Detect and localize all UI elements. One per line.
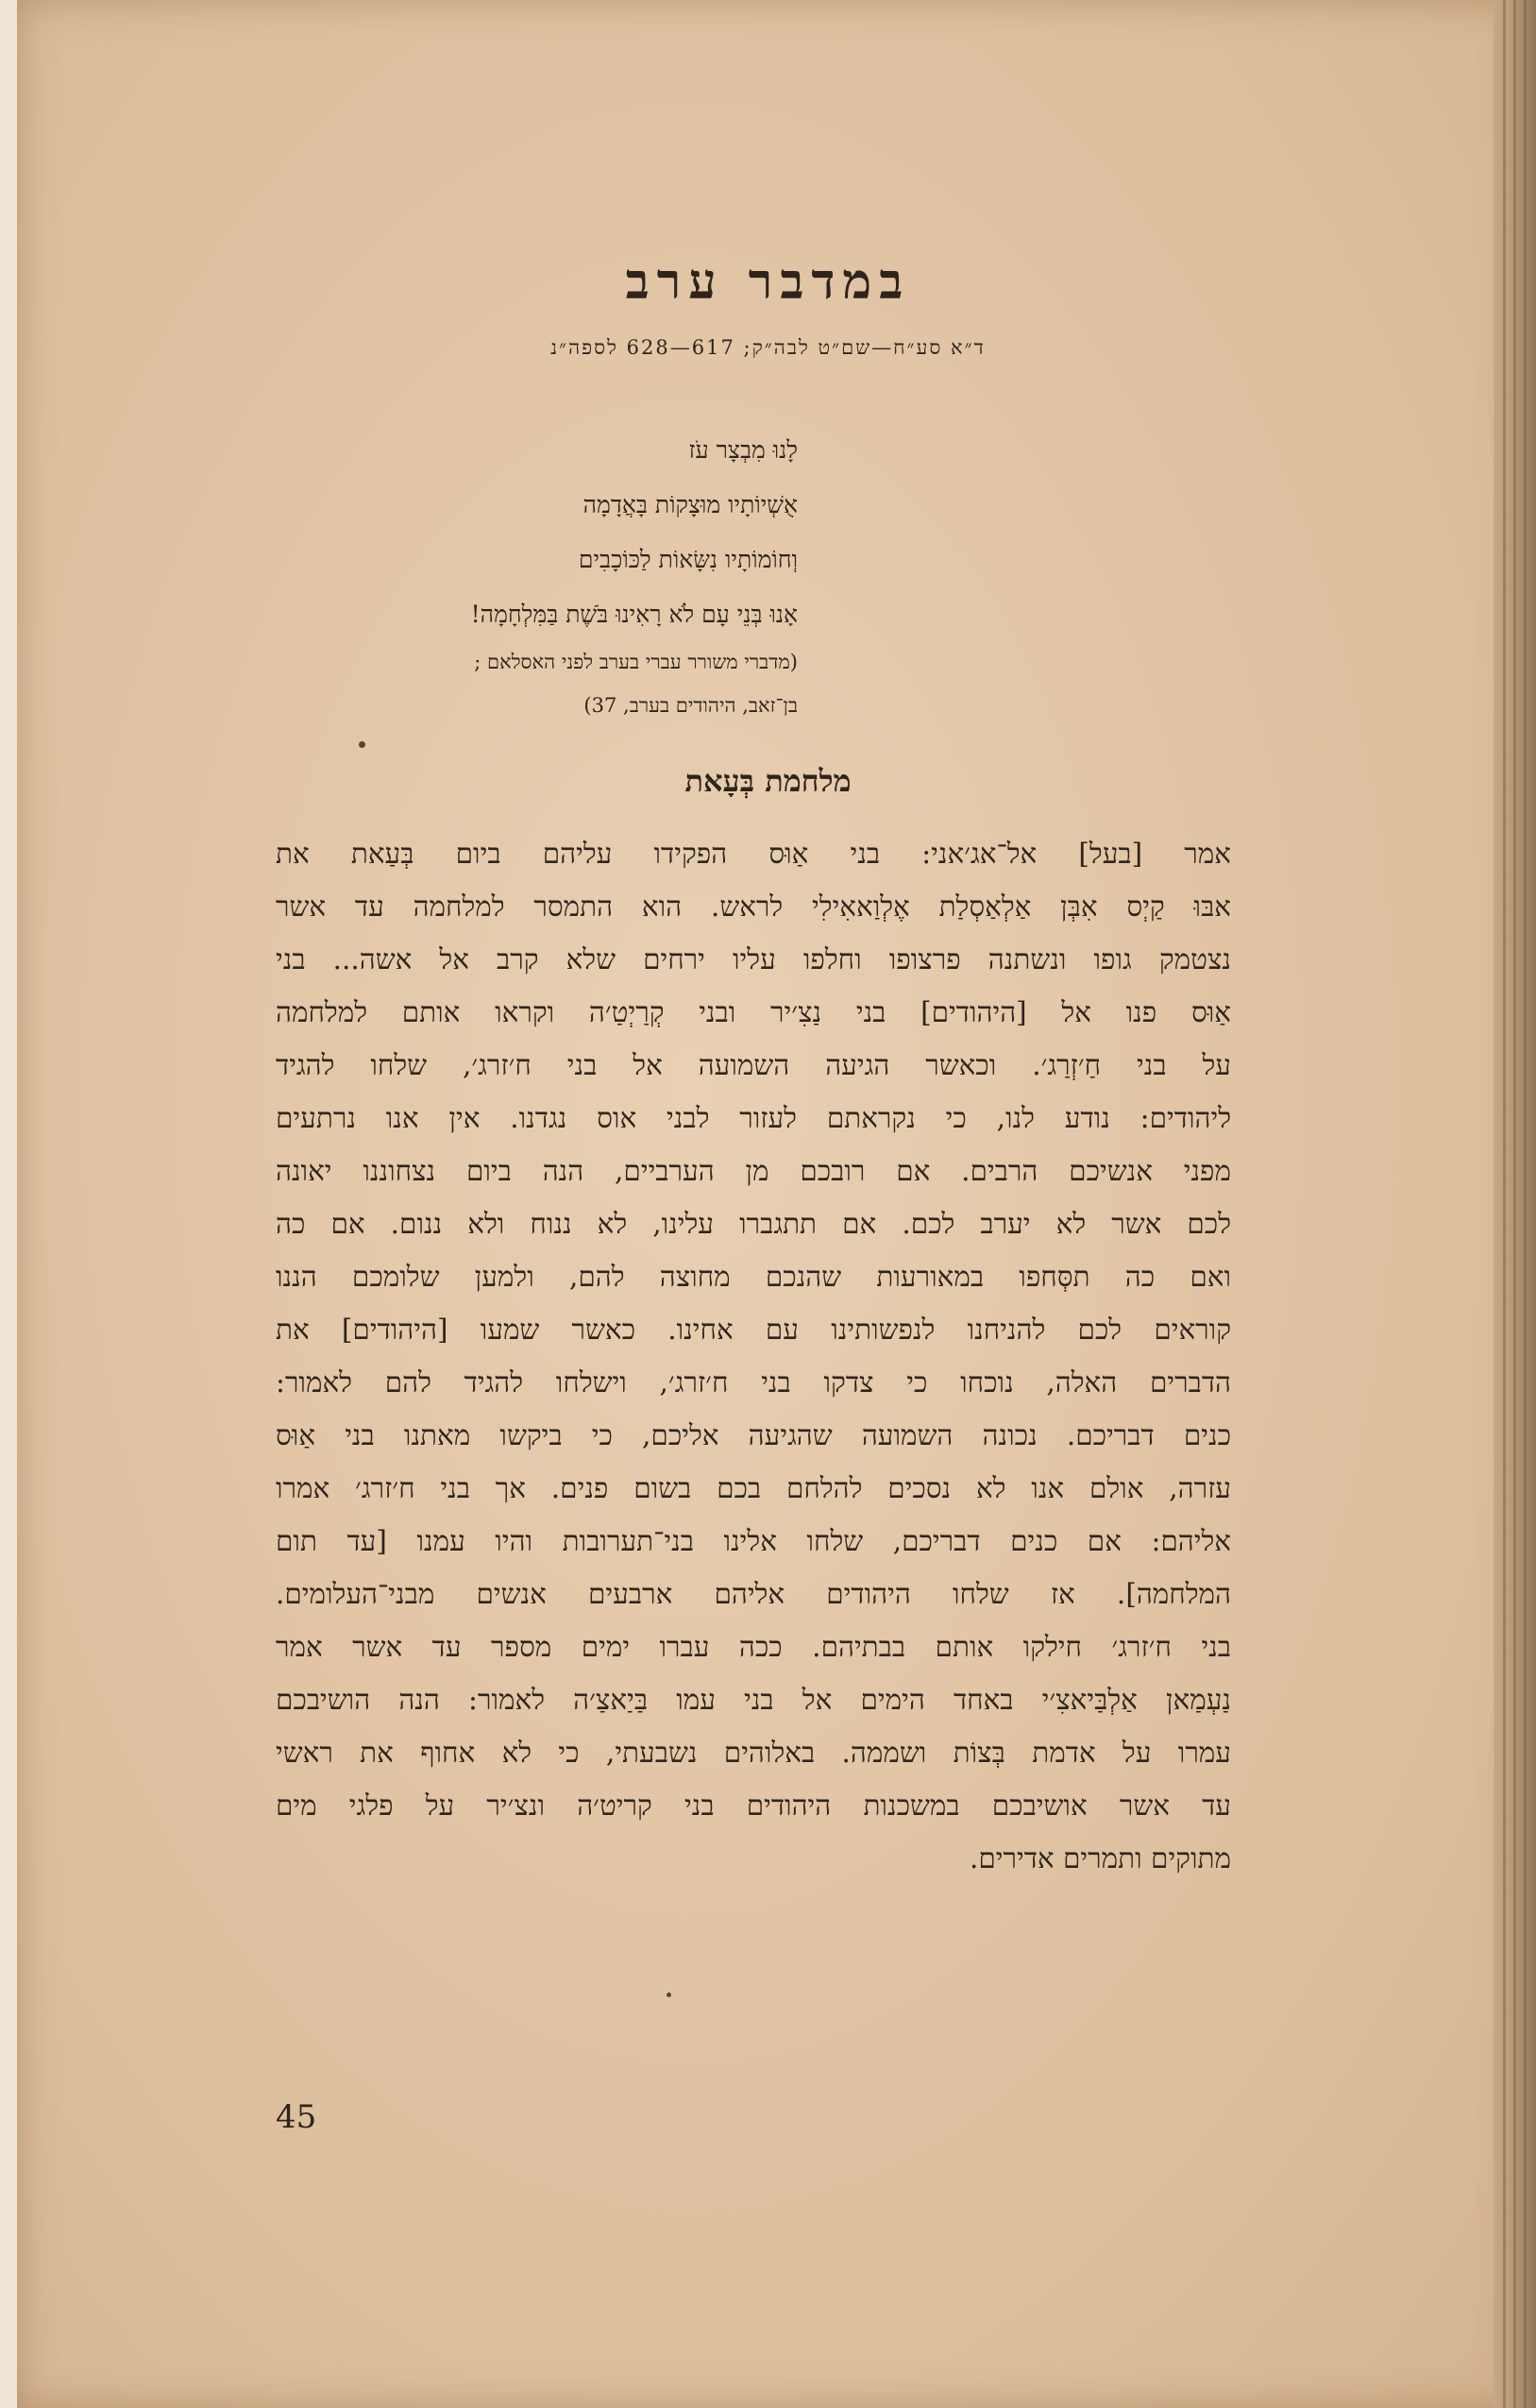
body-line: עמרו על אדמת בְּצוֹת ושממה. באלוהים נשבעתי, כי לא אחוף את ראשי (276, 1737, 1231, 1769)
body-line: המלחמה]. אז שלחו היהודים אליהם ארבעים אנשים מבני־העלומים. (276, 1578, 1231, 1610)
poem-attribution (453, 640, 798, 727)
source-reference: ד״א סע״ח—שם״ט לבה״ק; 617—628 לספה״נ (550, 336, 986, 359)
body-line: על בני חַ׳זְרַג׳. וכאשר הגיעה השמועה אל בני ח׳זרג׳, שלחו להגיד (276, 1049, 1231, 1081)
body-line: מתוקים ותמרים אדירים. (969, 1842, 1231, 1874)
page-edge-line (1524, 0, 1527, 2408)
poem-line: וְחוֹמוֹתָיו נִשָּׂאוֹת לַכּוֹכָבִים (578, 546, 798, 573)
body-line: עזרה, אולם אנו לא נסכים להלחם בכם בשום פנים. אך בני ח׳זרג׳ אמרו (276, 1472, 1231, 1504)
poem-line: לָנוּ מִבְצָר עֹז (688, 436, 798, 464)
body-line: אליהם: אם כנים דבריכם, שלחו אלינו בני־תערובות והיו עמנו [עד תום (276, 1525, 1231, 1557)
poem-epigraph (453, 423, 798, 642)
ink-speck (359, 741, 365, 748)
page-edge-line (1513, 0, 1516, 2408)
poem-line: אָנוּ בְּנֵי עָם לֹא רָאִינוּ בֹּשֶׁת בַּמִּלְחָמָה! (470, 601, 798, 628)
ink-speck (667, 1993, 671, 1997)
body-line: נצטמק גופו ונשתנה פרצופו וחלפו עליו ירחים שלא קרב אל אשה... בני (276, 943, 1231, 975)
page-edge-line (1503, 0, 1506, 2408)
page-number: 45 (276, 2098, 317, 2136)
body-line: אבּוּ קַיְס אִבְּן אַלְאַסְלַת אֶלְוַאאִילִי לראש. הוא התמסר למלחמה עד אשר (276, 890, 1231, 923)
attribution-line: בן־זאב, היהודים בערב, 37) (583, 694, 798, 717)
body-text (276, 827, 1231, 1885)
body-line: אַוּס פנו אל [היהודים] בני נַצִ׳יר ובני קְרַיְטַ׳ה וקראו אותם למלחמה (276, 996, 1231, 1028)
poem-line: אֻשְׁיוֹתָיו מוּצָקוֹת בָּאֲדָמָה (582, 491, 798, 518)
body-line: ואם כה תסְּחפו במאורעות שהנכם מחוצה להם, ולמען שלומכם הננו (276, 1261, 1231, 1293)
body-line: הדברים האלה, נוכחו כי צדקו בני ח׳זרג׳, וישלחו להגיד להם לאמור: (276, 1366, 1231, 1399)
body-line: עד אשר אושיבכם במשכנות היהודים בני קריט׳ה ונצ׳יר על פלגי מים (276, 1789, 1231, 1822)
body-line: מפני אנשיכם הרבים. אם רובכם מן הערביים, הנה ביום נצחוננו יאונה (276, 1155, 1231, 1187)
body-line: קוראים לכם להניחנו לנפשותינו עם אחינו. כאשר שמעו [היהודים] את (276, 1314, 1231, 1346)
body-line: ליהודים: נודע לנו, כי נקראתם לעזור לבני אוס נגדנו. אין אנו נרתעים (276, 1102, 1231, 1134)
page-title: במדבר ערב (625, 253, 911, 311)
attribution-line: (מדברי משורר עברי בערב לפני האסלאם ; (474, 651, 798, 673)
body-line: נַעְמַאן אַלְבַּיאצִ׳י באחד הימים אל בני עמו בַּיַאצַ׳ה לאמור: הנה הושיבכם (276, 1684, 1231, 1716)
body-line: אמר [בעל] אל־אג׳אני: בני אַוּס הפקידו עליהם ביום בְּעַאת את (276, 838, 1231, 870)
body-line: בני ח׳זרג׳ חילקו אותם בבתיהם. ככה עברו ימים מספר עד אשר אמר (276, 1631, 1231, 1663)
body-line: לכם אשר לא יערב לכם. אם תתגברו עלינו, לא ננוח ולא ננום. אם כה (276, 1208, 1231, 1240)
body-line: כנים דבריכם. נכונה השמועה שהגיעה אליכם, כי ביקשו מאתנו בני אַוּס (276, 1419, 1231, 1451)
section-heading: מלחמת בְּעָאת (684, 763, 852, 799)
